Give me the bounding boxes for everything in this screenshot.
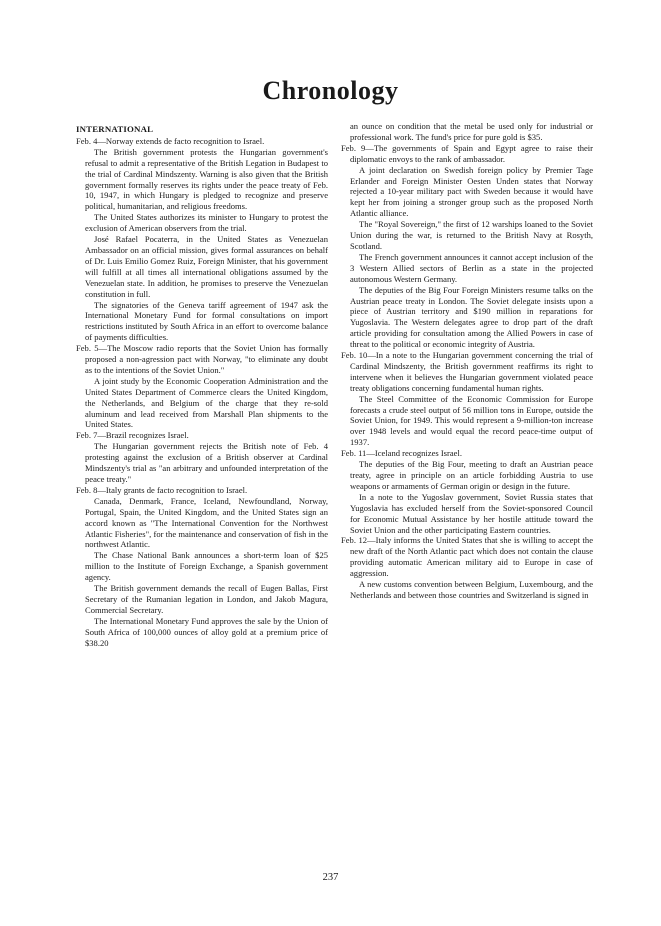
- paragraph: The Steel Committee of the Economic Commission for Europe forecasts a crude steel output of 56 million tons in Europe, outside the Soviet Union, for 1949. This would represent a 9-million-ton increase over 1948 levels and would equal the record peace-time output of 1937.: [350, 393, 593, 448]
- paragraph: The International Monetary Fund approves the sale by the Union of South Africa of 100,000 ounces of alloy gold at a premium price of $38.20: [85, 615, 328, 648]
- paragraph: Feb. 4—Norway extends de facto recognition to Israel.: [76, 135, 265, 146]
- paragraph: The Chase National Bank announces a short-term loan of $25 million to the Institute of Foreign Exchange, a Spanish government agency.: [85, 550, 328, 583]
- page-number: 237: [322, 872, 339, 883]
- paragraph: an ounce on condition that the metal be used only for industrial or professional work. The fund's price for pure gold is $35.: [350, 121, 593, 142]
- paragraph: The "Royal Sovereign," the first of 12 warships loaned to the Soviet Union during the war, is returned to the British Navy at Rosyth, Scotland.: [350, 219, 593, 251]
- paragraph: José Rafael Pocaterra, in the United States as Venezuelan Ambassador on an official mission, gives formal assurances on behalf of Dr. Luis Emilio Gomez Ruiz, Foreign Minister, that his government will fulfill at all times all international obligations assumed by the Venezuelan state. In addition, he promises to preserve the Venezuelan constitution in full.: [85, 234, 328, 299]
- paragraph: Feb. 12—Italy informs the United States that she is willing to accept the new draft of the North Atlantic pact which does not contain the clause providing automatic American military aid to Europe in case of aggression.: [341, 535, 593, 579]
- paragraph: Feb. 7—Brazil recognizes Israel.: [76, 430, 189, 441]
- section-heading: INTERNATIONAL: [76, 124, 154, 134]
- paragraph: The British government protests the Hungarian government's refusal to admit a representative of the British Legation in Budapest to the trial of Cardinal Mindszenty. Warning is also given that the British government formally reserves its rights under the peace treaty of Feb. 10, 1947, in which Hungary is pledged to recognize and preserve political, humanitarian, and religious freedoms.: [85, 146, 328, 212]
- left-column-body: [76, 136, 328, 649]
- paragraph: Canada, Denmark, France, Iceland, Newfoundland, Norway, Portugal, Spain, the United Kingdom, and the United States sign an accord known as "The International Convention for the Northwest Atlantic Fisheries", for the maintenance and conservation of fish in the northwest Atlantic.: [85, 495, 328, 550]
- page-title: Chronology: [262, 76, 399, 105]
- paragraph: The French government announces it cannot accept inclusion of the 3 Western Allied sectors of Berlin as a state in the projected autonomous Western Germany.: [350, 251, 593, 284]
- paragraph: The deputies of the Big Four, meeting to draft an Austrian peace treaty, agree in principle on an article forbidding Austria to use weapons or armaments of German origin or design in the future.: [350, 459, 593, 491]
- paragraph: The United States authorizes its minister to Hungary to protest the exclusion of American observers from the trial.: [85, 212, 328, 234]
- paragraph: Feb. 9—The governments of Spain and Egypt agree to raise their diplomatic envoys to the rank of ambassador.: [341, 142, 593, 164]
- paragraph: The deputies of the Big Four Foreign Ministers resume talks on the Austrian peace treaty in London. The Soviet delegate insists upon a piece of Austrian territory and $190 million in reparations for Yugoslavia. The Western delegates agree to drop part of the draft article providing for consultation among the Allied Powers in case of threat to the political or economic integrity of Austria.: [350, 284, 593, 350]
- paragraph: A joint study by the Economic Cooperation Administration and the United States Department of Commerce clears the United Kingdom, the Netherlands, and Belgium of the charge that they re-sold aluminum and lead received from Marshall Plan shipments to the United States.: [85, 375, 328, 430]
- right-column-body: [341, 121, 593, 601]
- paragraph: Feb. 11—Iceland recognizes Israel.: [341, 448, 462, 459]
- right-column: [341, 121, 593, 601]
- paragraph: Feb. 8—Italy grants de facto recognition to Israel.: [76, 484, 248, 495]
- paragraph: The British government demands the recall of Eugen Ballas, First Secretary of the Rumanian legation in London, and Jakob Magura, Commercial Secretary.: [85, 583, 328, 615]
- paragraph: Feb. 10—In a note to the Hungarian government concerning the trial of Cardinal Mindszenty, the British government reaffirms its right to intervene when it believes the Hungarian government violated peace treaty obligations concerning fundamental human rights.: [341, 350, 593, 393]
- paragraph: The signatories of the Geneva tariff agreement of 1947 ask the International Monetary Fund for formal consultations on import restrictions instituted by South Africa in an effort to overcome balance of payments difficulties.: [85, 299, 328, 343]
- left-column: [76, 124, 328, 649]
- paragraph: The Hungarian government rejects the British note of Feb. 4 protesting against the exclusion of a British observer at Cardinal Mindszenty's trial as "an arbitrary and unfounded interpretation of the peace treaty.": [85, 441, 328, 484]
- paragraph: In a note to the Yugoslav government, Soviet Russia states that Yugoslavia has excluded herself from the Soviet-sponsored Council for Economic Mutual Assistance by her hostile attitude toward the Soviet Union and the other participating Eastern countries.: [350, 491, 593, 535]
- paragraph: A joint declaration on Swedish foreign policy by Premier Tage Erlander and Foreign Minister Oesten Unden states that Norway rejected a 10-year military pact with Sweden because it would have kept her from joining a stronger group such as the proposed North Atlantic alliance.: [350, 164, 593, 219]
- paragraph: A new customs convention between Belgium, Luxembourg, and the Netherlands and between those countries and Switzerland is signed in: [350, 579, 593, 600]
- paragraph: Feb. 5—The Moscow radio reports that the Soviet Union has formally proposed a non-agression pact with Norway, "to eliminate any doubt as to the intentions of the Soviet Union.": [76, 343, 328, 375]
